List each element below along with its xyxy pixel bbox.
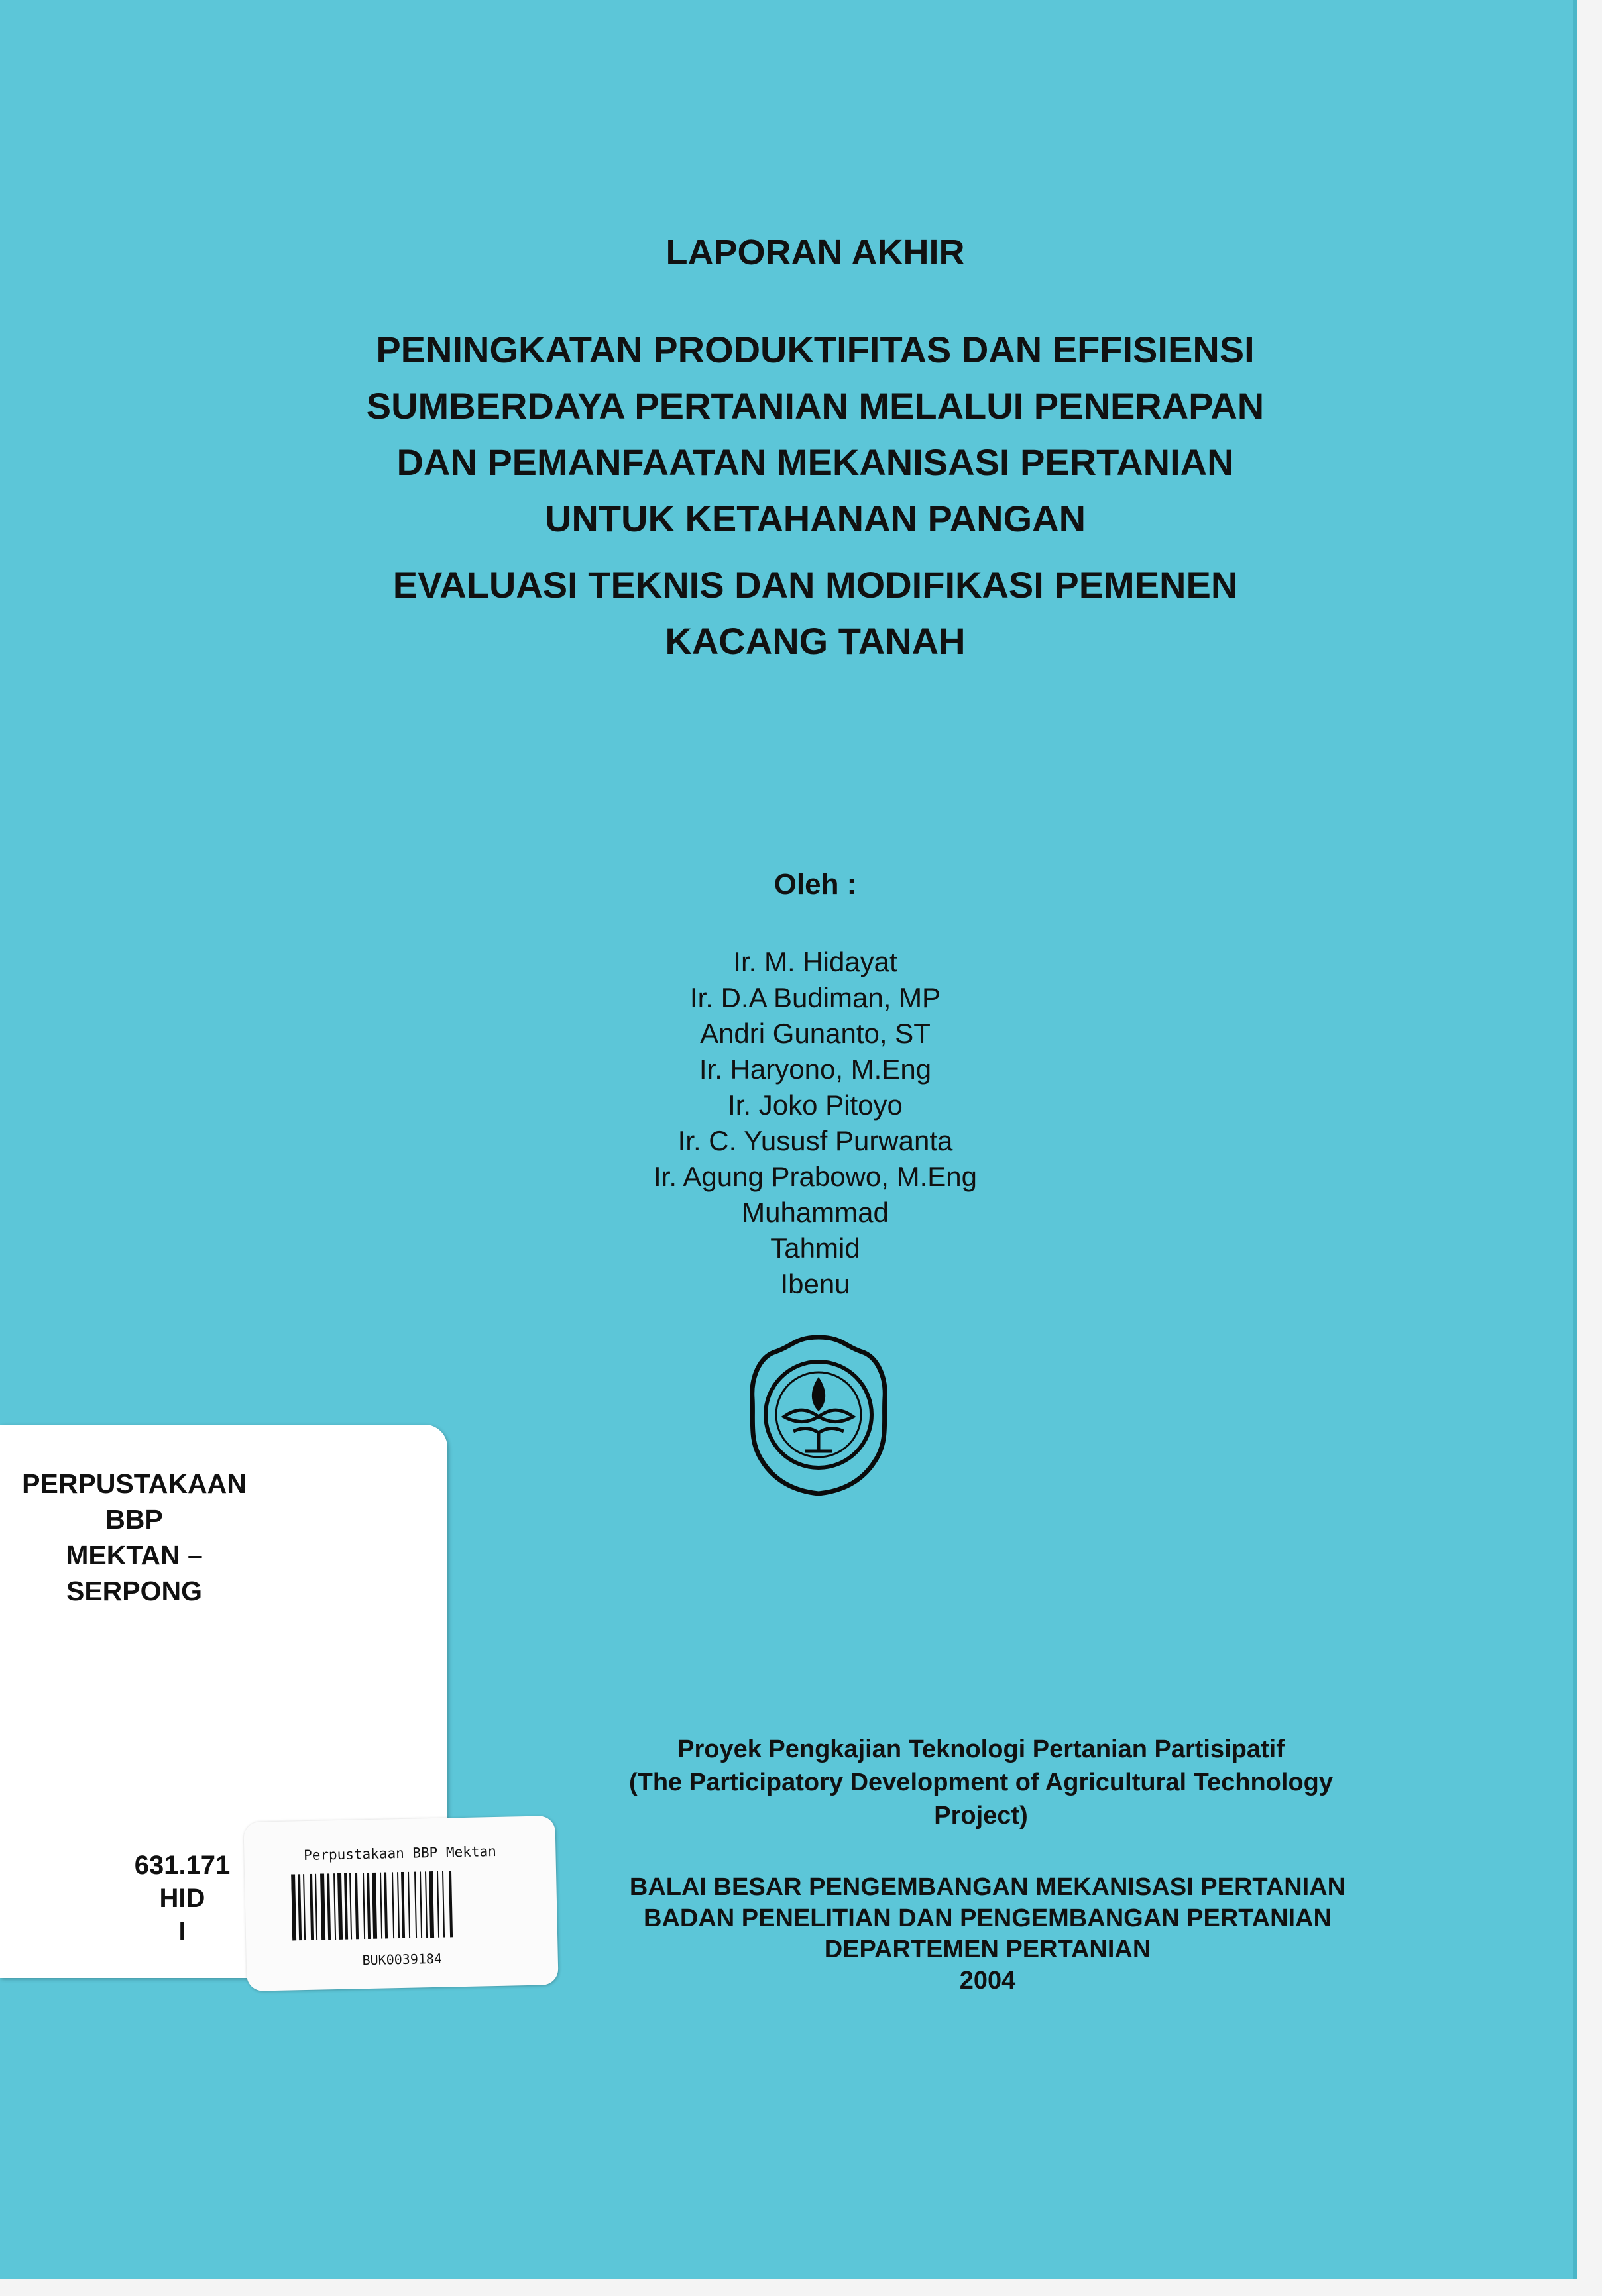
institution-line: BALAI BESAR PENGEMBANGAN MEKANISASI PERTANIAN [629,1873,1346,1901]
main-title-line: DAN PEMANFAATAN MEKANISASI PERTANIAN [396,441,1234,483]
sub-title-line: KACANG TANAH [665,620,966,662]
institution-block [544,1872,1432,1996]
main-title [0,321,1602,547]
sub-title-line: EVALUASI TEKNIS DAN MODIFIKASI PEMENEN [392,564,1238,606]
by-label: Oleh : [773,868,857,901]
library-name [0,1466,268,1609]
barcode-number: BUK0039184 [362,1950,443,1969]
call-number-line: I [178,1917,186,1946]
author-name: Ir. Joko Pitoyo [728,1089,903,1121]
author-name: Muhammad [742,1197,889,1228]
report-type: LAPORAN AKHIR [665,233,965,272]
author-name: Ir. Haryono, M.Eng [699,1054,932,1085]
author-name: Ibenu [780,1268,850,1299]
call-number [116,1849,249,1948]
project-name [524,1733,1438,1832]
page-edge-bottom [0,2279,1602,2296]
sub-title [0,557,1602,669]
call-number-line: 631.171 [134,1851,231,1880]
author-name: Andri Gunanto, ST [700,1018,931,1049]
barcode-sticker [243,1816,558,1991]
main-title-line: SUMBERDAYA PERTANIAN MELALUI PENERAPAN [366,385,1265,427]
project-line: Proyek Pengkajian Teknologi Pertanian Partisipatif [677,1735,1285,1763]
author-name: Ir. Agung Prabowo, M.Eng [654,1161,977,1192]
institution-line: BADAN PENELITIAN DAN PENGEMBANGAN PERTANIAN [644,1904,1332,1932]
author-name: Ir. D.A Budiman, MP [689,982,941,1013]
call-number-line: HID [159,1884,205,1913]
barcode-title: Perpustakaan BBP Mektan [303,1843,497,1864]
institution-line: DEPARTEMEN PERTANIAN [824,1936,1151,1963]
library-name-line: MEKTAN – SERPONG [66,1540,203,1606]
main-title-line: UNTUK KETAHANAN PANGAN [544,498,1086,539]
project-line: (The Participatory Development of Agricultural Technology [628,1769,1334,1796]
author-name: Tahmid [770,1232,860,1264]
ministry-emblem-icon [746,1332,891,1498]
barcode-icon [291,1869,514,1940]
library-name-line: PERPUSTAKAAN BBP [22,1468,247,1535]
main-title-line: PENINGKATAN PRODUKTIFITAS DAN EFFISIENSI [376,329,1255,370]
author-list [0,944,1602,1302]
project-line: Project) [934,1802,1028,1830]
author-name: Ir. M. Hidayat [733,946,897,977]
author-name: Ir. C. Yususf Purwanta [677,1125,953,1156]
publication-year: 2004 [959,1967,1016,1995]
